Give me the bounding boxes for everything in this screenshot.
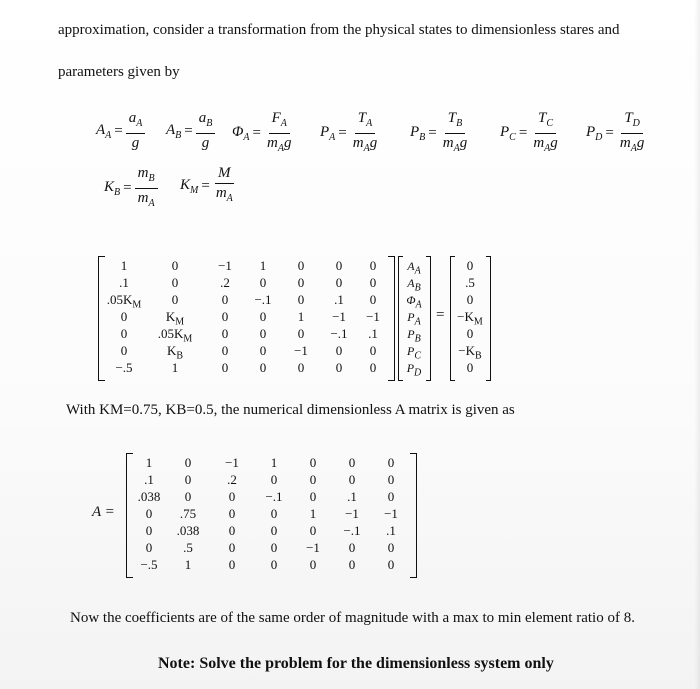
symbolic-cell: .2: [220, 275, 230, 290]
symbolic-cell: 0: [297, 275, 305, 290]
symbolic-cell: 0: [221, 326, 229, 341]
symbolic-cell: −1: [332, 309, 346, 324]
definition-fraction: [196, 110, 216, 152]
symbolic-cell: −.5: [115, 360, 133, 375]
numeric-cell: 0: [387, 489, 395, 504]
numeric-cell: −.1: [343, 523, 361, 538]
definition-lhs: $P_D$: [586, 124, 603, 143]
rhs-vector-entry: $-K_M$: [457, 309, 483, 328]
definition-3: [320, 110, 380, 157]
symbolic-cell: −1: [366, 309, 380, 324]
definition-lhs: $P_B$: [410, 124, 426, 143]
numeric-cell: 0: [387, 557, 395, 572]
numeric-cell: 1: [184, 557, 192, 572]
symbolic-cell: 0: [369, 343, 377, 358]
symbolic-cell: 0: [221, 360, 229, 375]
symbolic-cell: 0: [297, 258, 305, 273]
symbolic-cell: 0: [335, 275, 343, 290]
definition-fraction: [530, 110, 560, 157]
symbolic-cell: .1: [119, 275, 129, 290]
equals-sign: =: [252, 125, 261, 141]
symbolic-cell: 0: [369, 275, 377, 290]
intro-line-2: parameters given by: [58, 64, 180, 80]
symbolic-cell: $K_M$: [165, 309, 185, 328]
definition-lhs: $K_B$: [104, 179, 121, 198]
equals-sign: =: [123, 180, 132, 196]
numeric-cell: 0: [228, 523, 236, 538]
numeric-cell: 0: [270, 557, 278, 572]
numeric-cell: .1: [144, 472, 154, 487]
symbolic-cell: 0: [297, 326, 305, 341]
numeric-cell: 0: [184, 472, 192, 487]
definition-fraction: [440, 110, 470, 157]
fraction-denominator: g: [201, 135, 210, 151]
numeric-cell: 0: [348, 455, 356, 470]
symbolic-cell: 0: [171, 275, 179, 290]
equals-sign: =: [518, 125, 528, 141]
numeric-right-bracket: [410, 453, 417, 578]
numeric-cell: 0: [309, 557, 317, 572]
symbolic-cell: $.05K_M$: [106, 292, 142, 311]
symbolic-cell: −.1: [254, 292, 272, 307]
definition-lhs: $A_B$: [166, 121, 182, 141]
equals-sign: =: [184, 122, 193, 139]
numeric-cell: −.5: [140, 557, 158, 572]
symbolic-cell: $K_B$: [166, 343, 184, 362]
numeric-cell: 0: [348, 557, 356, 572]
symbolic-right-bracket: [388, 256, 395, 381]
numeric-cell: 0: [228, 540, 236, 555]
numeric-cell: 0: [270, 523, 278, 538]
fraction-denominator: $m_Ag$: [533, 135, 558, 154]
symbolic-cell: 0: [259, 326, 267, 341]
note-text: Note: Solve the problem for the dimensionless system only: [158, 655, 554, 672]
definition-lhs: $\Phi_A$: [232, 124, 250, 143]
numeric-cell: 0: [184, 455, 192, 470]
symbolic-cell: 0: [259, 275, 267, 290]
intro-line-1: approximation, consider a transformation from the physical states to dimensionless stares and: [58, 22, 620, 38]
symbolic-cell: 0: [369, 292, 377, 307]
symbolic-cell: 0: [335, 343, 343, 358]
numeric-cell: .2: [227, 472, 237, 487]
numeric-cell: 0: [387, 472, 395, 487]
symbolic-cell: −1: [294, 343, 308, 358]
numeric-cell: 0: [270, 472, 278, 487]
fraction-numerator: $T_C$: [535, 110, 556, 134]
symbolic-cell: $.05K_M$: [157, 326, 193, 345]
numeric-cell: .75: [179, 506, 197, 521]
definition-lhs: $P_C$: [500, 124, 516, 143]
rhs-vector-entry: 0: [466, 258, 474, 273]
definition-7: [104, 165, 158, 212]
symbolic-cell: 1: [259, 258, 267, 273]
numeric-cell: .1: [386, 523, 396, 538]
conclusion-text: Now the coefficients are of the same order of magnitude with a max to min element ratio of 8.: [70, 610, 635, 626]
state-vector-entry: $A_A$: [407, 259, 421, 277]
symbolic-cell: 0: [120, 326, 128, 341]
numeric-cell: −1: [384, 506, 398, 521]
equals-sign: =: [338, 125, 347, 141]
numeric-cell: 0: [309, 489, 317, 504]
symbolic-cell: 0: [221, 309, 229, 324]
definition-fraction: [213, 165, 236, 207]
equals-sign: =: [428, 125, 437, 141]
equals-sign: =: [201, 177, 210, 194]
state-vector-entry: $P_C$: [406, 344, 421, 362]
symbolic-cell: 1: [297, 309, 305, 324]
numeric-cell: 0: [348, 540, 356, 555]
fraction-numerator: M: [215, 165, 234, 184]
numeric-cell: 0: [228, 506, 236, 521]
page-edge-shadow: [694, 0, 700, 689]
numeric-cell: 0: [270, 506, 278, 521]
fraction-denominator: $m_Ag$: [267, 135, 292, 154]
symbolic-cell: 0: [297, 360, 305, 375]
symbolic-cell: 0: [171, 292, 179, 307]
numeric-cell: 0: [145, 506, 153, 521]
definition-6: [586, 110, 647, 157]
symbolic-cell: .1: [368, 326, 378, 341]
symbolic-cell: 0: [221, 343, 229, 358]
fraction-numerator: $T_B$: [445, 110, 465, 134]
state-vector-entry: $\Phi_A$: [406, 293, 422, 311]
numeric-cell: 0: [184, 489, 192, 504]
numeric-cell: 0: [145, 523, 153, 538]
numeric-cell: 0: [309, 455, 317, 470]
definition-8: [180, 165, 236, 207]
fraction-denominator: $m_Ag$: [619, 135, 645, 154]
fraction-denominator: $m_A$: [215, 185, 233, 204]
rhs-vector-entry: 0: [466, 326, 474, 341]
symbolic-cell: 0: [171, 258, 179, 273]
definition-lhs: $K_M$: [180, 176, 199, 196]
fraction-numerator: $T_D$: [621, 110, 643, 134]
state-vector-entry: $P_D$: [406, 361, 422, 379]
numeric-cell: −1: [225, 455, 239, 470]
definition-1: [166, 110, 215, 152]
numeric-cell: 0: [270, 540, 278, 555]
fraction-denominator: $m_A$: [137, 190, 155, 209]
fraction-numerator: $F_A$: [269, 110, 290, 134]
definition-4: [410, 110, 470, 157]
equals-sign: =: [114, 122, 123, 139]
symbolic-cell: 0: [120, 343, 128, 358]
numeric-cell: .1: [347, 489, 357, 504]
numeric-cell: 0: [309, 523, 317, 538]
symbolic-cell: 1: [120, 258, 128, 273]
state-vector-entry: $P_B$: [407, 327, 421, 345]
symbolic-cell: 0: [297, 292, 305, 307]
numeric-cell: 1: [145, 455, 153, 470]
matrix-equals-sign: =: [436, 307, 445, 323]
symbolic-cell: 0: [259, 360, 267, 375]
symbolic-cell: 1: [171, 360, 179, 375]
symbolic-cell: −1: [218, 258, 232, 273]
state-vector-entry: $P_A$: [407, 310, 421, 328]
definition-fraction: [126, 110, 146, 152]
state-vector-entry: $A_B$: [407, 276, 421, 294]
numeric-cell: 0: [309, 472, 317, 487]
fraction-numerator: $a_A$: [126, 110, 146, 134]
definition-fraction: [350, 110, 380, 157]
numeric-cell: .038: [137, 489, 161, 504]
symbolic-cell: 0: [335, 360, 343, 375]
numeric-cell: 0: [145, 540, 153, 555]
symbolic-cell: 0: [221, 292, 229, 307]
numeric-cell: 0: [387, 455, 395, 470]
numeric-cell: 0: [228, 489, 236, 504]
numeric-cell: 0: [348, 472, 356, 487]
numeric-cell: −.1: [265, 489, 283, 504]
equals-sign: =: [605, 125, 614, 141]
symbolic-cell: 0: [335, 258, 343, 273]
definition-lhs: $P_A$: [320, 124, 336, 143]
rhs-vector-right-bracket: [486, 256, 491, 381]
numeric-cell: −1: [345, 506, 359, 521]
definition-lhs: $A_A$: [96, 121, 112, 141]
definition-2: [232, 110, 294, 157]
rhs-vector-entry: 0: [466, 360, 474, 375]
fraction-denominator: g: [131, 135, 140, 151]
symbolic-cell: 0: [369, 360, 377, 375]
numeric-matrix-label: A =: [92, 504, 115, 520]
symbolic-cell: 0: [120, 309, 128, 324]
numeric-cell: −1: [306, 540, 320, 555]
rhs-vector-entry: 0: [466, 292, 474, 307]
numeric-cell: .038: [176, 523, 200, 538]
definition-fraction: [264, 110, 294, 157]
numeric-cell: 0: [387, 540, 395, 555]
symbolic-cell: −.1: [330, 326, 348, 341]
numeric-cell: 1: [309, 506, 317, 521]
fraction-denominator: $m_Ag$: [442, 135, 468, 154]
symbolic-cell: 0: [259, 309, 267, 324]
middle-text: With KM=0.75, KB=0.5, the numerical dimensionless A matrix is given as: [66, 402, 515, 418]
numeric-cell: 1: [270, 455, 278, 470]
definition-fraction: [135, 165, 158, 212]
definition-5: [500, 110, 561, 157]
fraction-numerator: $T_A$: [355, 110, 375, 134]
fraction-numerator: $m_B$: [135, 165, 158, 189]
rhs-vector-entry: .5: [465, 275, 475, 290]
definition-fraction: [617, 110, 647, 157]
symbolic-cell: 0: [259, 343, 267, 358]
state-vector-right-bracket: [426, 256, 431, 381]
symbolic-cell: 0: [369, 258, 377, 273]
fraction-denominator: $m_Ag$: [352, 135, 378, 154]
numeric-cell: 0: [228, 557, 236, 572]
symbolic-cell: .1: [334, 292, 344, 307]
numeric-cell: .5: [183, 540, 193, 555]
rhs-vector-entry: $-K_B$: [458, 343, 482, 362]
fraction-numerator: $a_B$: [196, 110, 216, 134]
definition-0: [96, 110, 145, 152]
